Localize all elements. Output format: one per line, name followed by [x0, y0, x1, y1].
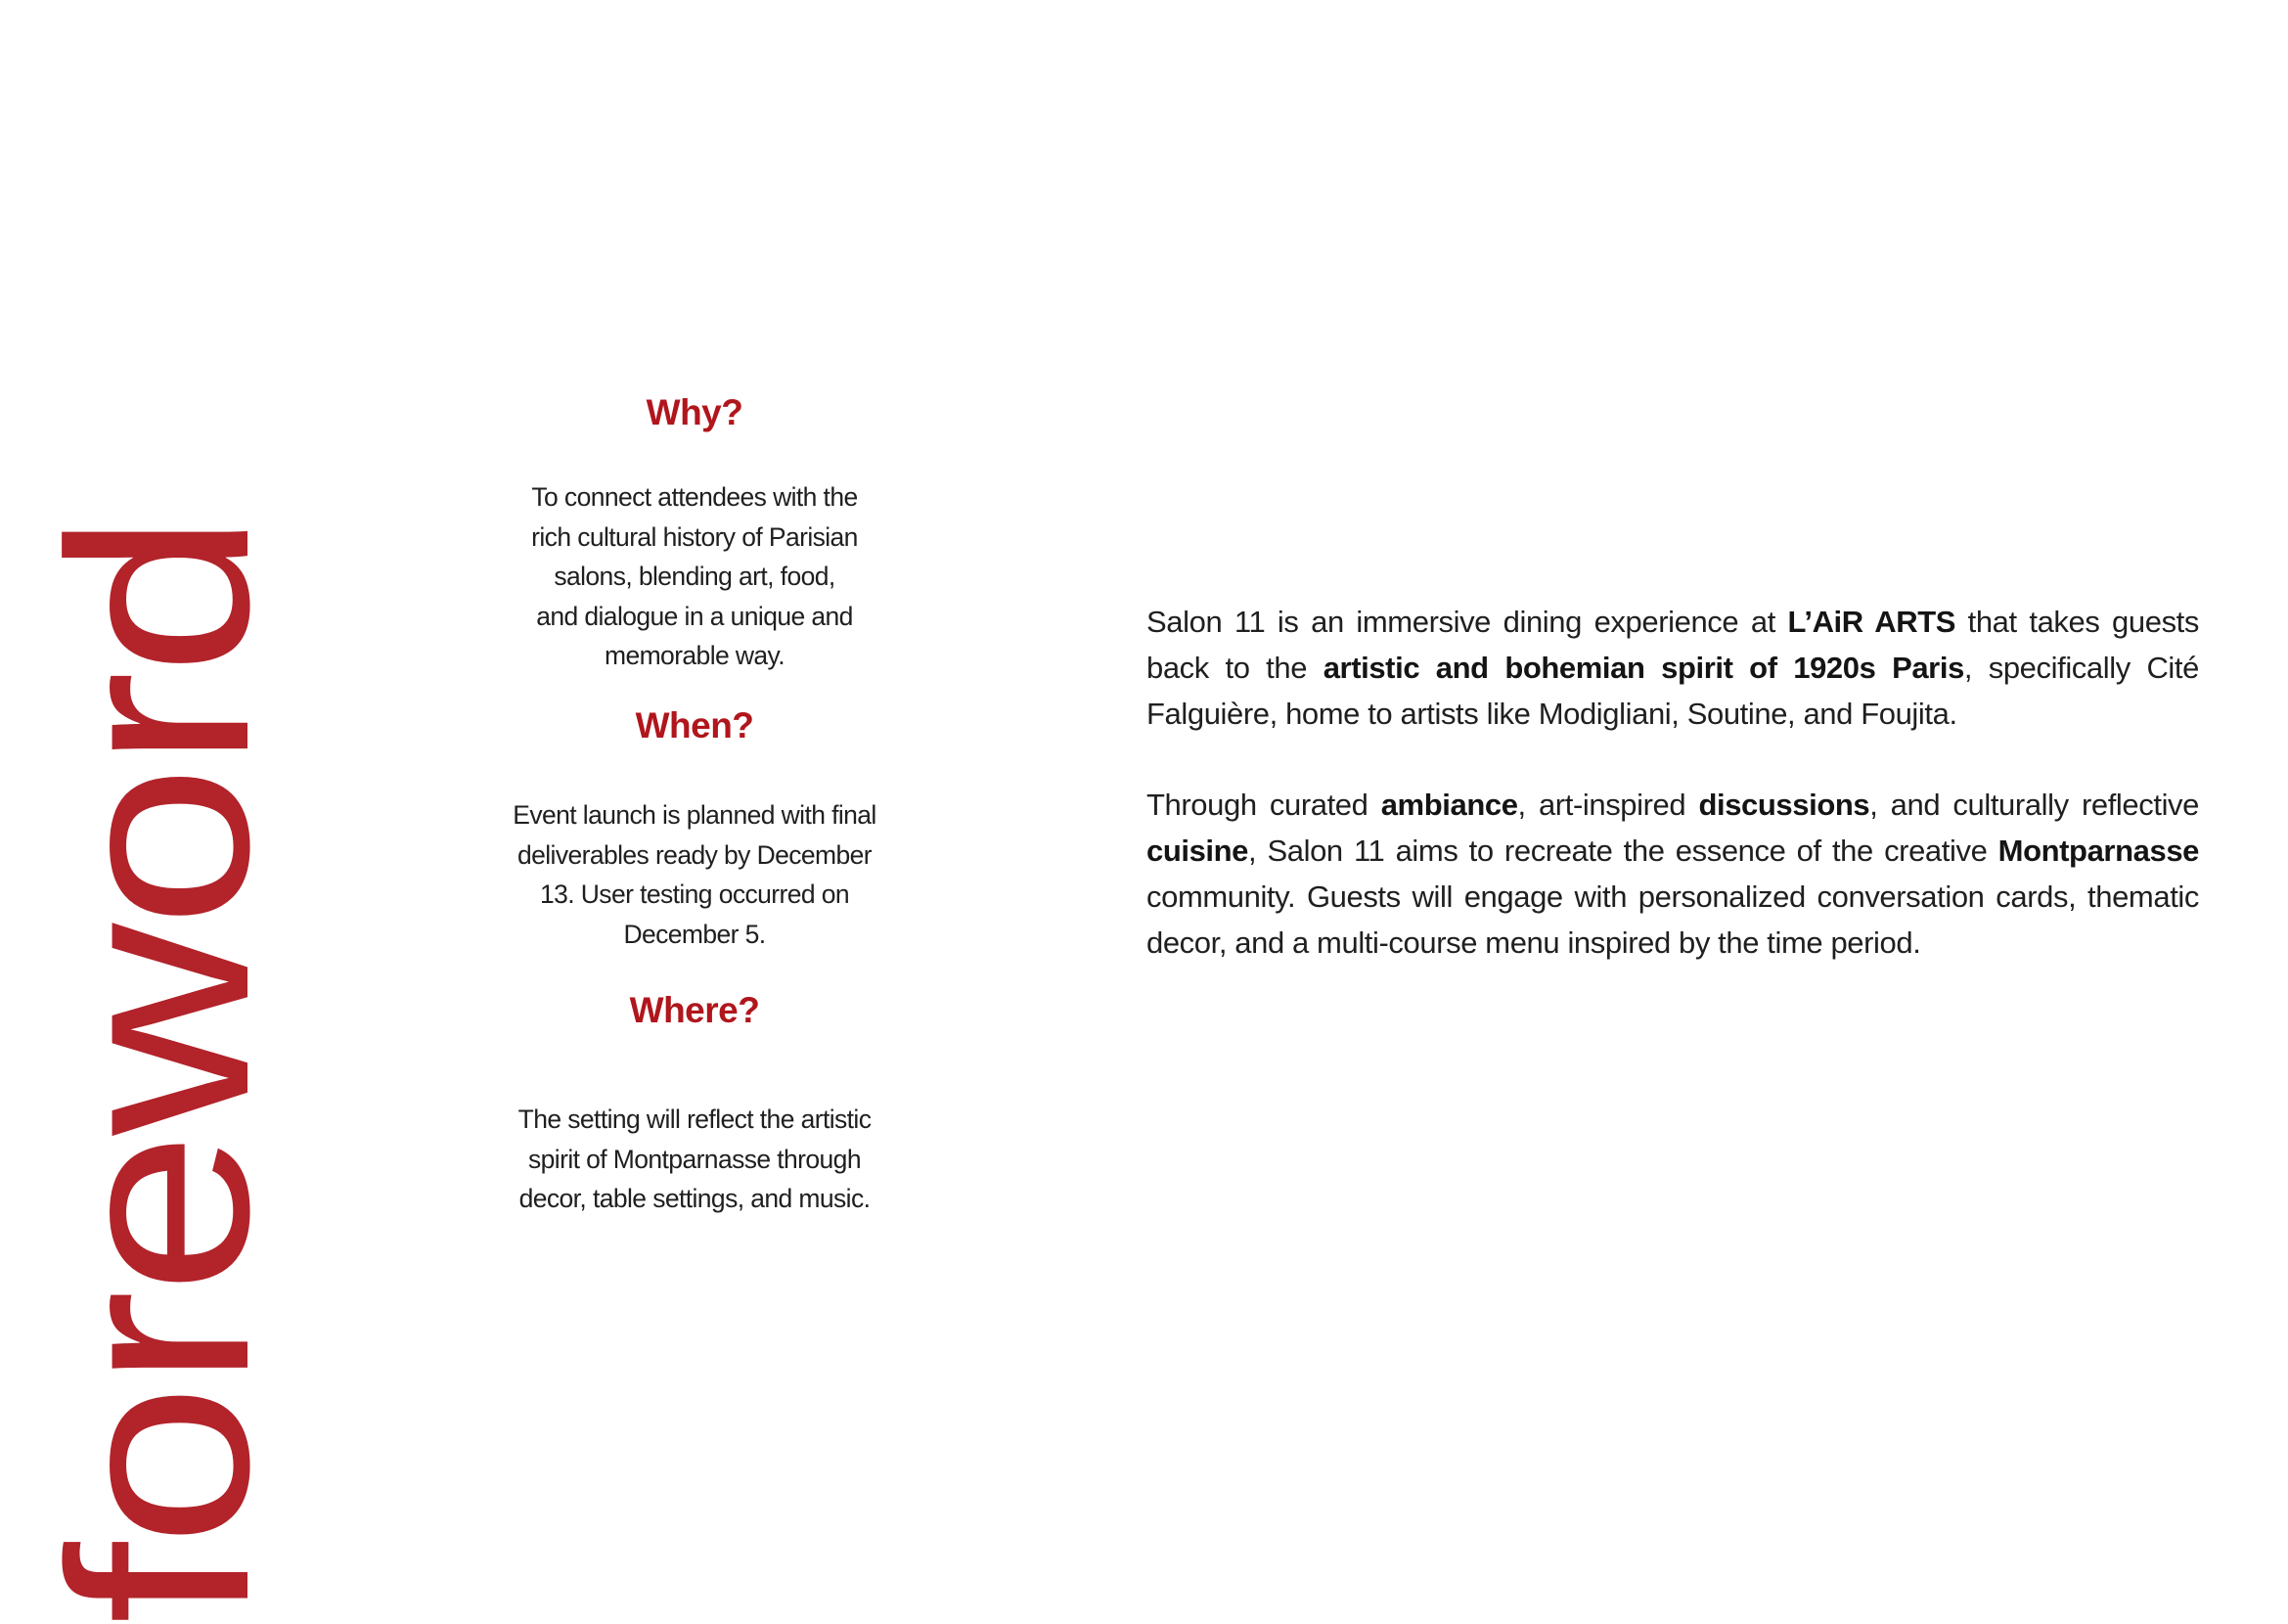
body-copy: [1146, 599, 2199, 966]
body-text: that takes guests back to the: [1146, 605, 2199, 685]
body-paragraph-details: [1146, 782, 2199, 966]
when-line: 13. User testing occurred on: [539, 880, 850, 909]
when-text: [460, 795, 929, 954]
vertical-title-text: foreword: [16, 657, 302, 1624]
highlight-ambiance: ambiance: [1380, 788, 1518, 822]
vertical-title-svg: [16, 499, 302, 1624]
when-line: deliverables ready by December: [516, 839, 873, 870]
why-line: To connect attendees with the: [531, 482, 858, 512]
when-line: Event launch is planned with final: [513, 800, 876, 830]
when-heading: When?: [635, 705, 754, 745]
where-line: The setting will reflect the artistic: [517, 1105, 872, 1134]
vertical-title: [16, 499, 302, 1624]
highlight-spirit: artistic and bohemian spirit of 1920s Paris: [1323, 651, 1964, 685]
why-line: memorable way.: [604, 641, 785, 670]
body-text: Salon 11 is an immersive dining experience at: [1146, 605, 1788, 639]
body-text: , specifically Cité Falguière, home to artists like Modigliani, Soutine, and Foujita.: [1146, 651, 2199, 731]
why-line: salons, blending art, food,: [554, 562, 835, 591]
why-text: [460, 477, 929, 676]
body-text: Through curated: [1146, 788, 1381, 822]
body-paragraph-intro: [1146, 599, 2199, 737]
why-line: rich cultural history of Parisian: [531, 521, 858, 552]
why-heading: Why?: [646, 392, 743, 432]
body-text: , Salon 11 aims to recreate the essence of the creative: [1248, 834, 1998, 868]
body-text: , and culturally reflective: [1869, 788, 2199, 822]
where-heading: Where?: [629, 990, 760, 1030]
when-line: December 5.: [623, 919, 766, 949]
highlight-montparnasse: Montparnasse: [1997, 834, 2199, 868]
body-text: , art-inspired: [1517, 788, 1699, 822]
where-text: [460, 1100, 929, 1219]
why-line: and dialogue in a unique and: [536, 601, 853, 631]
where-line: spirit of Montparnasse through: [528, 1144, 861, 1174]
venue-name: L’AiR ARTS: [1787, 605, 1956, 639]
where-line: decor, table settings, and music.: [518, 1184, 871, 1213]
highlight-cuisine: cuisine: [1146, 834, 1249, 868]
body-text: community. Guests will engage with personalized conversation cards, thematic decor, and a multi-course menu inspired by the time period.: [1146, 880, 2199, 960]
highlight-discussions: discussions: [1698, 788, 1870, 822]
